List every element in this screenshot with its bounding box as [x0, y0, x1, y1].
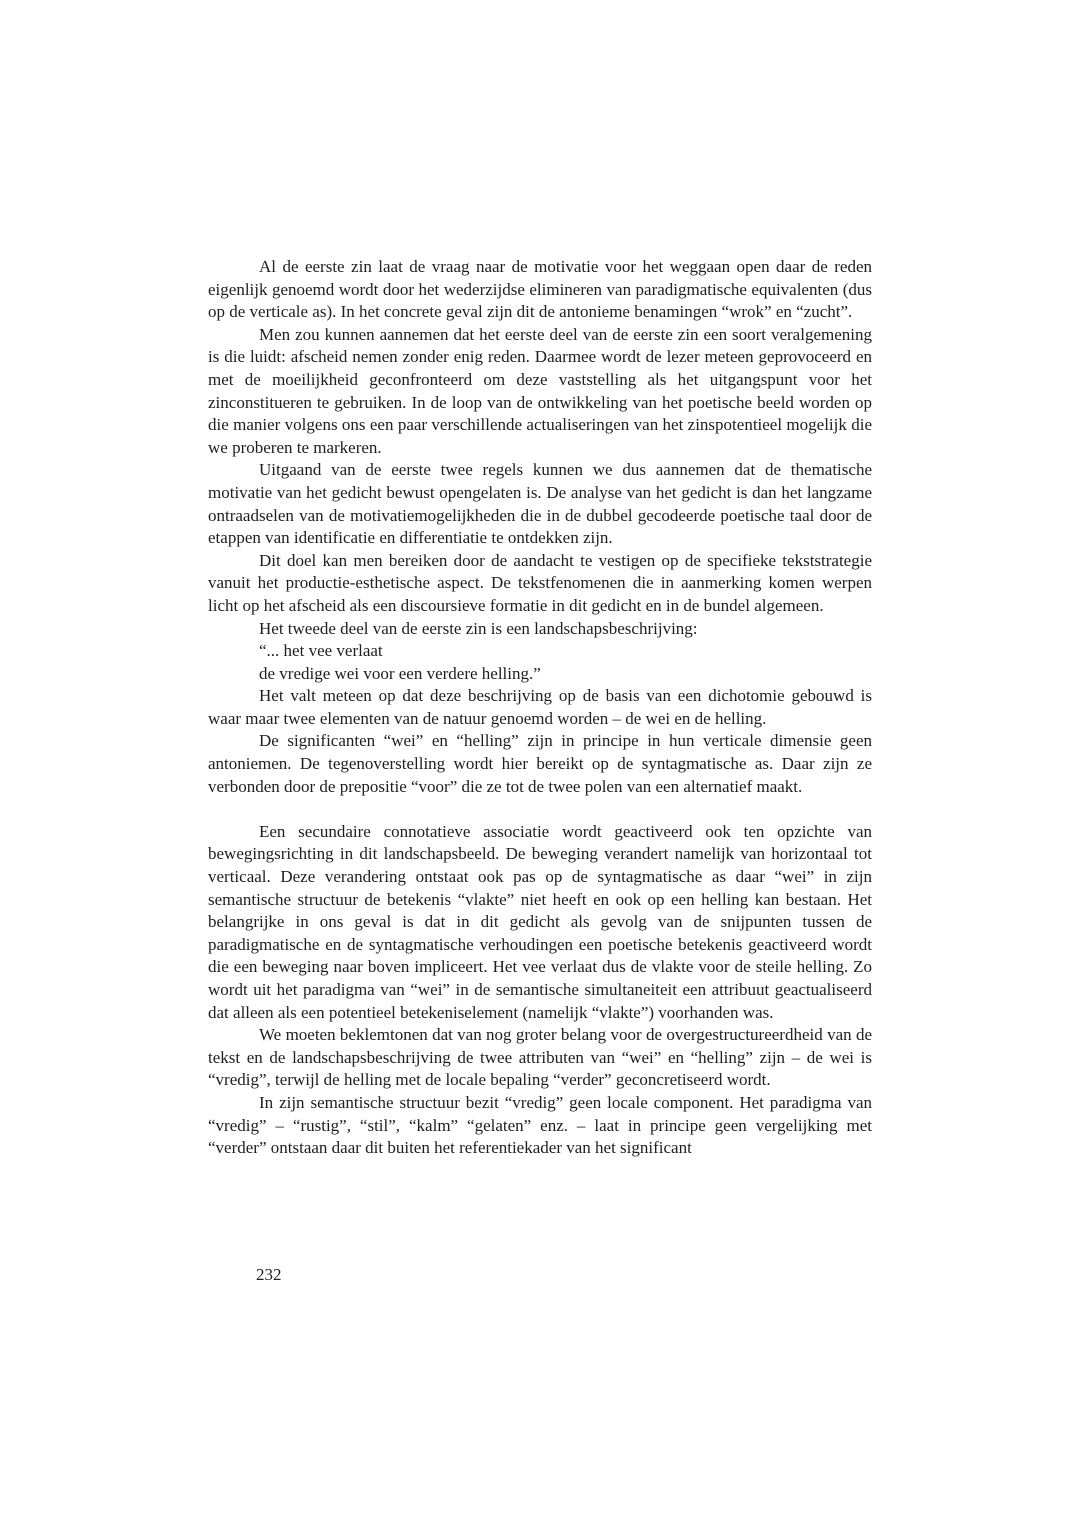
- section-gap: [208, 798, 872, 821]
- paragraph-8: We moeten beklemtonen dat van nog groter belang voor de overgestructureerdheid van de tekst en de landschapsbeschrijving de twee attributen van “wei” en “helling” zijn – de wei is “vredig”, terwijl de helling met de locale bepaling “verder” geconcretiseerd wordt.: [208, 1025, 872, 1090]
- paragraph-2: Men zou kunnen aannemen dat het eerste deel van de eerste zin een soort veralgemening is die luidt: afscheid nemen zonder enig reden. Daarmee wordt de lezer meteen geprovoceerd en met de moeilijkheid geconfronteerd om deze vaststelling als het uitgangspunt voor het zinconstitueren te gebruiken. In de loop van de ontwikkeling van het poetische beeld worden op die manier volgens ons een paar verschillende actualiseringen van het zinspotentieel mogelijk die we proberen te markeren.: [208, 324, 872, 457]
- page-number: 232: [256, 1265, 282, 1284]
- paragraph-3: Uitgaand van de eerste twee regels kunnen we dus aannemen dat de thematische motivatie van het gedicht bewust opengelaten is. De analyse van het gedicht is dan het langzame ontraadselen van de motivatiemogelijkheden die in de dubbel gecodeerde poetische taal door de etappen van identificatie en differentiatie te ontdekken zijn.: [208, 460, 872, 548]
- body-text: [208, 256, 872, 1160]
- paragraph-9: In zijn semantische structuur bezit “vredig” geen locale component. Het paradigma van “vredig” – “rustig”, “stil”, “kalm” “gelaten” enz. – laat in principe geen vergelijking met “verder” ontstaan daar dit buiten het referentiekader van het significant: [208, 1092, 872, 1158]
- paragraph-6: De significanten “wei” en “helling” zijn in principe in hun verticale dimensie geen antoniemen. De tegenoverstelling wordt hier bereikt op de syntagmatische as. Daar zijn ze verbonden door de prepositie “voor” die ze tot de twee polen van een alternatief maakt.: [208, 731, 872, 796]
- quote-intro: Het tweede deel van de eerste zin is een landschapsbeschrijving:: [259, 618, 698, 638]
- paragraph-1: Al de eerste zin laat de vraag naar de motivatie voor het weggaan open daar de reden eigenlijk genoemd wordt door het wederzijdse elimineren van paradigmatische equivalenten (dus op de verticale as). In het concrete geval zijn dit de antonieme benamingen “wrok” en “zucht”.: [208, 257, 872, 322]
- paragraph-4: Dit doel kan men bereiken door de aandacht te vestigen op de specifieke tekststrategie vanuit het productie-esthetische aspect. De tekstfenomenen die in aanmerking komen werpen licht op het afscheid als een discoursieve formatie in dit gedicht en in de bundel algemeen.: [208, 550, 872, 615]
- quote-line-1: “... het vee verlaat: [259, 641, 383, 661]
- quote-line-2: de vredige wei voor een verdere helling.”: [259, 663, 541, 683]
- paragraph-5: Het valt meteen op dat deze beschrijving op de basis van een dichotomie gebouwd is waar maar twee elementen van de natuur genoemd worden – de wei en de helling.: [208, 686, 872, 728]
- paragraph-7: Een secundaire connotatieve associatie wordt geactiveerd ook ten opzichte van bewegingsrichting in dit landschapsbeeld. De beweging verandert namelijk van horizontaal tot verticaal. Deze verandering ontstaat ook pas op de syntagmatische as daar “wei” in zijn semantische structuur de betekenis “vlakte” niet heeft en ook op een helling kan bestaan. Het belangrijke in ons geval is dat in dit gedicht als gevolg van de snijpunten tussen de paradigmatische en de syntagmatische verhoudingen een poetische betekenis geactiveerd wordt die een beweging naar boven impliceert. Het vee verlaat dus de vlakte voor de steile helling. Zo wordt uit het paradigma van “wei” in de semantische simultaneiteit een attribuut geactualiseerd dat alleen als een potentieel betekeniselement (namelijk “vlakte”) voorhanden was.: [208, 821, 872, 1022]
